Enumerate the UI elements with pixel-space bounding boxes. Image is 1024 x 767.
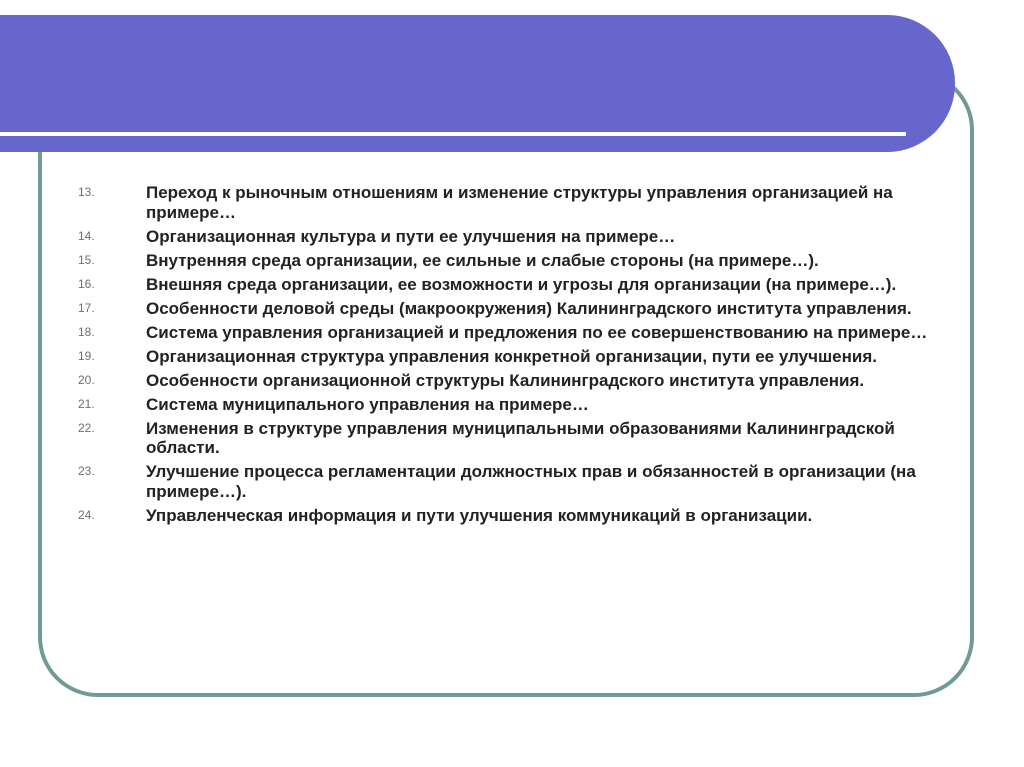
topic-text: Переход к рыночным отношениям и изменение структуры управления организацией на примере… [146, 183, 893, 222]
topic-number: 21. [78, 396, 95, 411]
topic-number: 20. [78, 372, 95, 387]
topic-number: 22. [78, 420, 95, 435]
topic-number: 24. [78, 507, 95, 522]
topic-number: 16. [78, 276, 95, 291]
topic-number: 19. [78, 348, 95, 363]
list-item [78, 347, 948, 367]
topic-text: Система муниципального управления на примере… [146, 394, 589, 414]
topic-text: Организационная культура и пути ее улучшения на примере… [146, 226, 676, 246]
topic-text: Организационная структура управления конкретной организации, пути ее улучшения. [146, 346, 877, 366]
list-item [78, 323, 948, 343]
topic-number: 23. [78, 464, 95, 478]
topic-number: 17. [78, 300, 95, 315]
header-divider-line [0, 132, 906, 136]
list-item [78, 419, 948, 458]
list-item [78, 299, 948, 319]
topic-number: 15. [78, 252, 95, 267]
topic-text: Особенности организационной структуры Калининградского института управления. [146, 370, 865, 390]
topic-text: Внешняя среда организации, ее возможности и угрозы для организации (на примере…). [146, 274, 897, 294]
topic-number: 18. [78, 324, 95, 339]
topic-text: Управленческая информация и пути улучшения коммуникаций в организации. [146, 505, 813, 525]
list-item [78, 506, 948, 526]
list-item [78, 275, 948, 295]
list-item [78, 227, 948, 247]
list-item [78, 183, 948, 222]
topic-text: Внутренняя среда организации, ее сильные и слабые стороны (на примере…). [146, 250, 819, 270]
topic-text: Улучшение процесса регламентации должностных прав и обязанностей в организации (на примере…). [146, 462, 916, 501]
topic-text: Особенности деловой среды (макроокружения) Калининградского института управления. [146, 298, 912, 318]
list-item [78, 371, 948, 391]
list-item [78, 251, 948, 271]
topic-list [78, 183, 948, 530]
topic-text: Система управления организацией и предложения по ее совершенствованию на примере… [146, 322, 928, 342]
topic-number: 14. [78, 228, 95, 243]
list-item [78, 462, 948, 501]
topic-number: 13. [78, 185, 95, 199]
topic-text: Изменения в структуре управления муниципальными образованиями Калининградской области. [146, 418, 895, 457]
list-item [78, 395, 948, 415]
